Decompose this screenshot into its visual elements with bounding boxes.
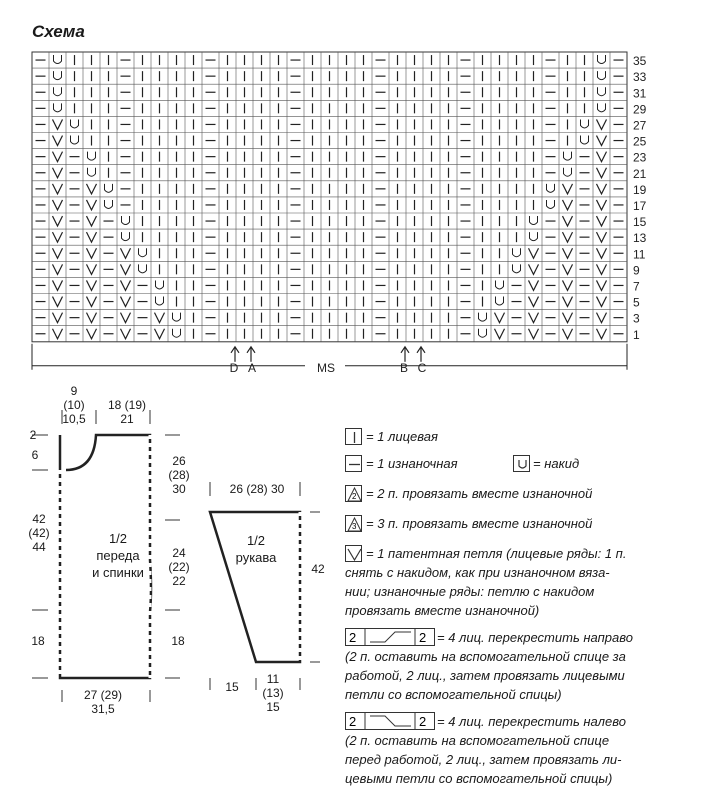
row-number: 29: [633, 102, 647, 117]
legend-patent-3: нии; изнаночные ряды: петлю с накидом: [345, 584, 595, 599]
row-number: 27: [633, 118, 647, 133]
k2tog-icon: [345, 485, 362, 502]
marker-c: C: [417, 360, 427, 375]
legend-knit: = 1 лицевая: [366, 429, 438, 444]
row-number: 11: [633, 247, 646, 262]
svg-text:2: 2: [349, 714, 357, 729]
legend-cross-left-4: цевыми петли со вспомогательной спицы): [345, 771, 613, 786]
chart-title: Схема: [32, 22, 85, 41]
k3tog-icon: [345, 515, 362, 532]
svg-text:2: 2: [352, 492, 357, 501]
row-number: 33: [633, 70, 647, 85]
legend-cross-left-2: (2 п. оставить на вспомогательной спице: [345, 733, 610, 748]
row-number: 23: [633, 150, 647, 165]
row-number: 35: [633, 54, 647, 69]
marker-ms: MS: [317, 360, 335, 375]
row-number: 3: [633, 311, 640, 326]
row-number: 7: [633, 279, 640, 294]
chart-markers: [32, 344, 627, 375]
svg-text:3: 3: [352, 522, 357, 531]
row-number: 19: [633, 182, 647, 197]
body-label: 1/2 переда и спинки: [92, 531, 144, 580]
legend-purl: = 1 изнаночная: [366, 456, 458, 471]
dim-left-bottom: 18: [31, 634, 45, 648]
legend-k3tog: = 3 п. провязать вместе изнаночной: [366, 516, 593, 531]
row-number: 13: [633, 231, 647, 246]
marker-a: A: [247, 360, 257, 375]
row-numbers: [633, 54, 647, 342]
dim-left-top: 2: [29, 428, 37, 442]
dim-sleeve-bottom: 11 (13) 15: [262, 672, 284, 714]
legend-cross-right-4: петли со вспомогательной спицы): [345, 687, 562, 702]
row-number: 9: [633, 263, 640, 278]
legend-cross-right-1: = 4 лиц. перекрестить направо: [437, 630, 633, 645]
legend-k2tog: = 2 п. провязать вместе изнаночной: [366, 486, 593, 501]
dim-right-mid: 24 (22) 22: [168, 546, 190, 588]
dim-sleeve-top: 26 (28) 30: [229, 482, 285, 496]
dim-sleeve-left: 15: [225, 680, 239, 694]
row-number: 31: [633, 86, 647, 101]
cross-left-icon: [345, 712, 435, 730]
legend-cross-left-1: = 4 лиц. перекрестить налево: [437, 714, 626, 729]
row-number: 15: [633, 215, 647, 230]
yarn-over-icon: [513, 455, 530, 472]
dim-right-arm: 26 (28) 30: [168, 454, 190, 496]
dim-top-neck: 9 (10) 10,5: [62, 384, 86, 426]
dim-left-neck: 6: [31, 448, 39, 462]
dim-sleeve-height: 42: [311, 562, 325, 576]
legend-patent-1: = 1 патентная петля (лицевые ряды: 1 п.: [366, 546, 627, 561]
knit-symbol-icon: [345, 428, 362, 445]
marker-b: B: [399, 360, 409, 375]
dim-bottom-width: 27 (29) 31,5: [83, 688, 123, 716]
dim-right-bottom: 18: [171, 634, 185, 648]
row-number: 1: [633, 327, 640, 342]
svg-text:2: 2: [419, 630, 427, 645]
purl-symbol-icon: [345, 455, 362, 472]
patent-stitch-icon: [345, 545, 362, 562]
legend-cross-left-3: перед работой, 2 лиц., затем провязать ли-: [345, 752, 622, 767]
chart-grid: [32, 52, 627, 342]
dim-left-body: 42 (42) 44: [28, 512, 50, 554]
svg-text:2: 2: [419, 714, 427, 729]
cross-right-icon: [345, 628, 435, 646]
row-number: 17: [633, 199, 647, 213]
legend-patent-2: снять с накидом, как при изнаночном вяза-: [345, 565, 610, 580]
marker-d: D: [229, 360, 239, 375]
dim-top-shoulder: 18 (19) 21: [107, 398, 147, 426]
legend-patent-4: провязать вместе изнаночной): [345, 603, 540, 618]
legend-yarn-over: = накид: [533, 456, 580, 471]
row-number: 21: [633, 166, 647, 181]
sleeve-label: 1/2 рукава: [235, 533, 277, 565]
svg-text:2: 2: [349, 630, 357, 645]
legend-cross-right-2: (2 п. оставить на вспомогательной спице за: [345, 649, 626, 664]
row-number: 25: [633, 134, 647, 149]
row-number: 5: [633, 295, 640, 310]
legend-cross-right-3: работой, 2 лиц., затем провязать лицевыми: [345, 668, 625, 683]
